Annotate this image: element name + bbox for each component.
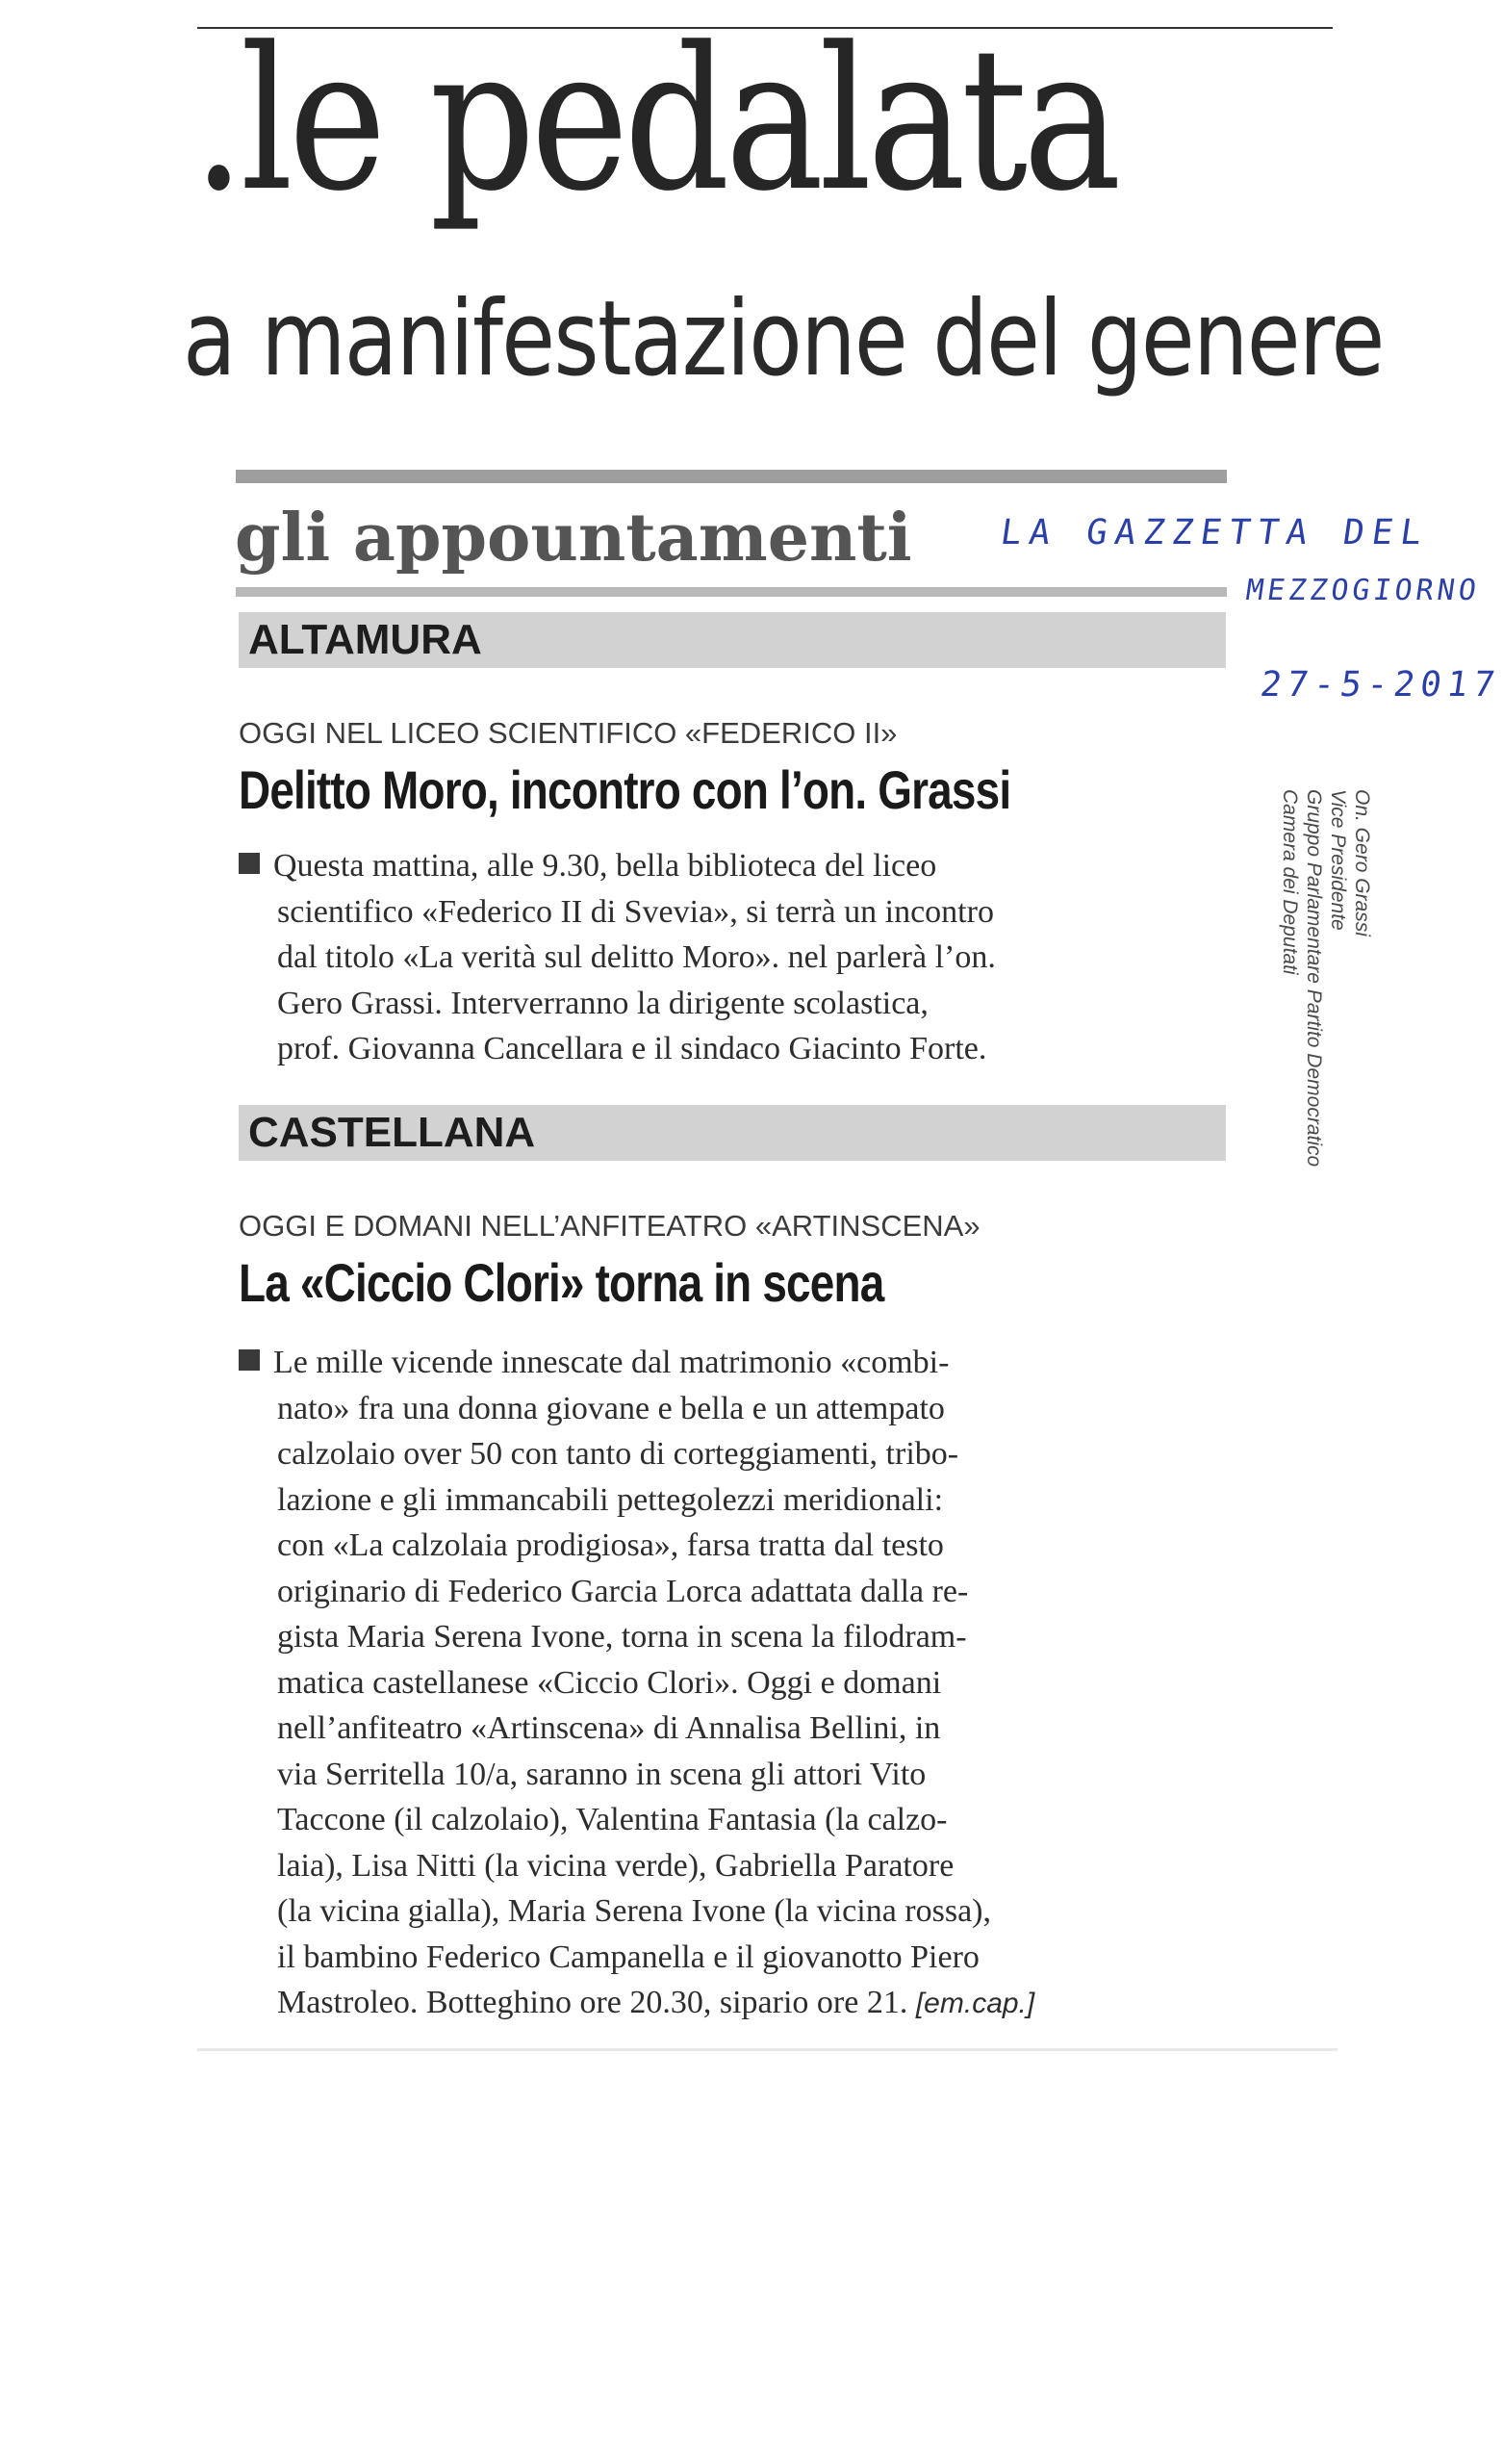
handwritten-date: 27-5-2017 [1258,665,1503,705]
article-body-line: via Serritella 10/a, saranno in scena gli attori Vito [277,1756,927,1792]
article-body-line: con «La calzolaia prodigiosa», farsa tratta dal testo [277,1527,944,1563]
article-body-line: calzolaio over 50 con tanto di corteggiamenti, tribo- [277,1436,959,1472]
stamp-line-name: On. Gero Grassi [1351,789,1373,937]
bullet-square-icon [239,1349,260,1371]
article-body-line: scientifico «Federico II di Svevia», si terrà un incontro [277,893,994,930]
article-body [239,843,1230,1072]
clipping-bottom-edge [197,2048,1337,2051]
section-title: gli appountamenti [235,500,912,577]
article-body-line: matica castellanese «Ciccio Clori». Oggi e domani [277,1664,942,1701]
article-body-line: lazione e gli immancabili pettegolezzi meridionali: [277,1481,944,1518]
article-body-line: (la vicina gialla), Maria Serena Ivone (la vicina rossa), [277,1893,992,1929]
handwritten-publication-line2: MEZZOGIORNO [1243,574,1483,607]
article-body-line: laia), Lisa Nitti (la vicina verde), Gabriella Paratore [277,1847,955,1884]
handwritten-publication-line1: LA GAZZETTA DEL [998,513,1433,552]
article-body-line: originario di Federico Garcia Lorca adattata dalla re- [277,1573,969,1609]
bullet-square-icon [239,853,260,874]
article-kicker: OGGI E DOMANI NELL’ANFITEATRO «ARTINSCENA» [239,1209,981,1243]
stamp-line-role: Vice Presidente [1327,789,1349,931]
article-body-line: Le mille vicende innescate dal matrimonio «combi- [273,1345,950,1380]
article-body-line: Taccone (il calzolaio), Valentina Fantasia (la calzo- [277,1802,948,1837]
article-body-line: Mastroleo. Botteghino ore 20.30, sipario ore 21. [277,1985,908,2020]
deputy-stamp [1268,789,1374,1194]
section-rule [236,470,1227,483]
article-body-line: Gero Grassi. Interverranno la dirigente scolastica, [277,985,929,1021]
author-signature: [em.cap.] [915,1988,1035,2019]
article-body-line: Questa mattina, alle 9.30, bella biblioteca del liceo [273,848,937,884]
article-body-line: gista Maria Serena Ivone, torna in scena la filodram- [277,1619,967,1655]
town-label-altamura: ALTAMURA [239,612,1226,668]
article-title: Delitto Moro, incontro con l’on. Grassi [239,759,1011,820]
headline-main: .le pedalata [192,6,1117,235]
article-kicker: OGGI NEL LICEO SCIENTIFICO «FEDERICO II» [239,716,898,750]
article-body-line: nell’anfiteatro «Artinscena» di Annalisa Bellini, in [277,1710,941,1746]
headline-sub: a manifestazione del genere [183,279,1384,399]
stamp-line-chamber: Camera dei Deputati [1279,789,1301,975]
article-body [239,1340,1230,2027]
article-title: La «Ciccio Clori» torna in scena [239,1252,884,1313]
town-label-castellana: CASTELLANA [239,1105,1226,1161]
section-underline [236,587,1227,597]
stamp-line-group: Gruppo Parlamentare Partito Democratico [1303,789,1325,1168]
article-body-line: prof. Giovanna Cancellara e il sindaco Giacinto Forte. [277,1031,987,1066]
article-body-line: il bambino Federico Campanella e il giovanotto Piero [277,1938,980,1975]
article-body-line: dal titolo «La verità sul delitto Moro». nel parlerà l’on. [277,939,996,975]
article-body-line: nato» fra una donna giovane e bella e un attempato [277,1390,945,1426]
